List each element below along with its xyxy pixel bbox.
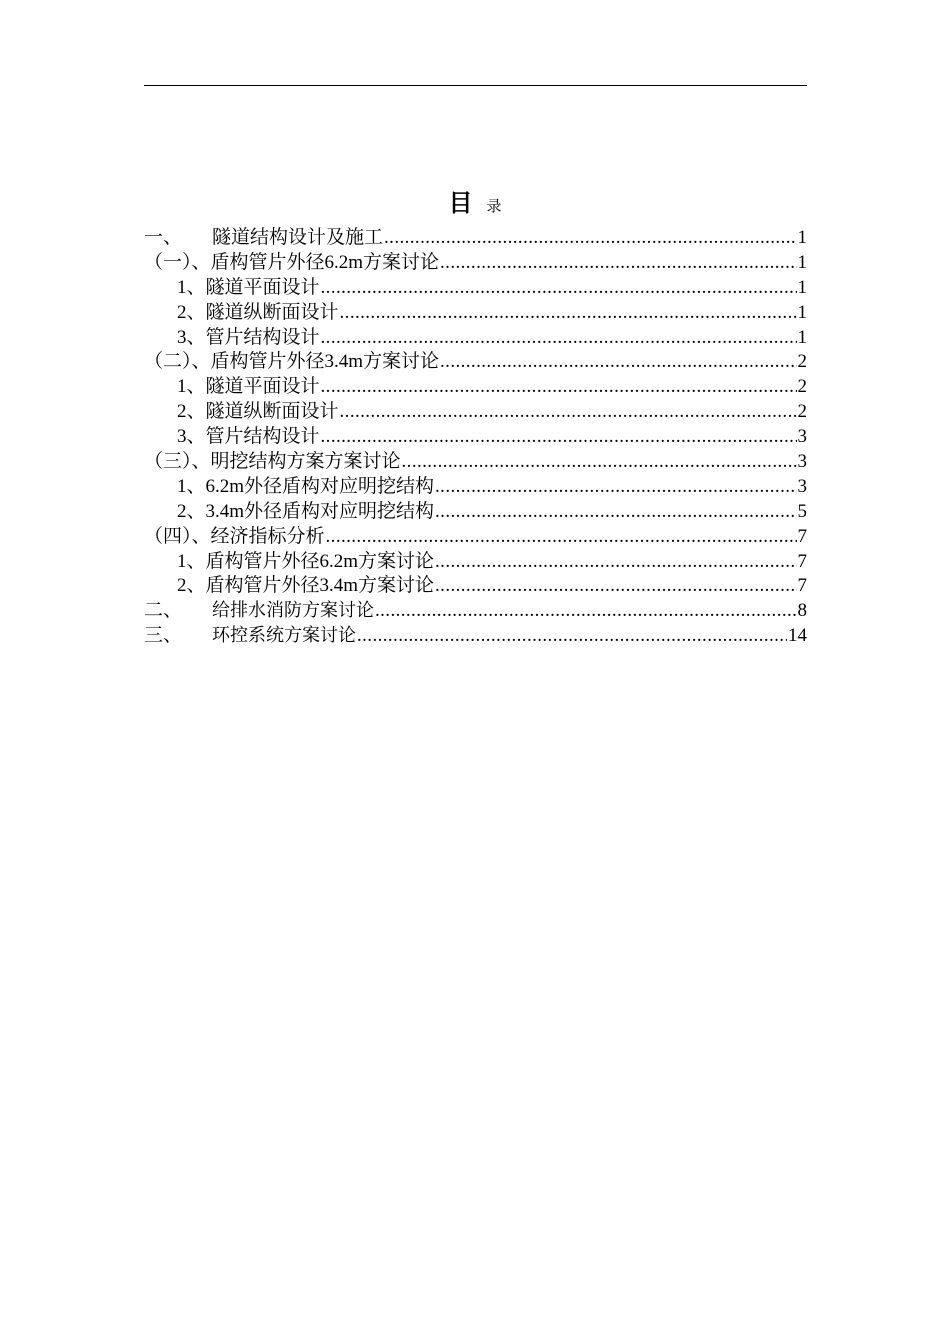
toc-entry-1-4[interactable]: [144, 525, 807, 550]
toc-dot-leader: [321, 276, 797, 301]
toc-entry-page: 7: [797, 550, 807, 572]
toc-entry-label: 2、盾构管片外径3.4m方案讨论: [177, 575, 435, 597]
toc-dot-leader: [435, 574, 796, 599]
toc-dot-leader: [435, 550, 796, 575]
toc-entry-label: 1、6.2m外径盾构对应明挖结构: [177, 475, 435, 497]
toc-entry-page: 3: [797, 475, 807, 497]
toc-dot-leader: [340, 400, 797, 425]
toc-entry-1-3-1[interactable]: [144, 475, 807, 500]
toc-dot-leader: [440, 350, 796, 375]
toc-entry-page: 8: [797, 600, 807, 622]
toc-entry-page: 1: [797, 276, 807, 298]
toc-entry-1-2-2[interactable]: [144, 400, 807, 425]
toc-dot-leader: [435, 500, 796, 525]
toc-entry-page: 2: [797, 401, 807, 423]
toc-entry-label: 2、隧道纵断面设计: [177, 301, 339, 323]
toc-entry-label: （二）、盾构管片外径3.4m方案讨论: [144, 351, 440, 373]
toc-entry-1-1-2[interactable]: [144, 301, 807, 326]
toc-entry-page: 2: [797, 376, 807, 398]
toc-entry-label: 3、管片结构设计: [177, 326, 320, 348]
toc-entry-label: 2、隧道纵断面设计: [177, 401, 339, 423]
toc-entry-page: 3: [797, 451, 807, 473]
toc-title-char-2: 录: [486, 197, 502, 215]
toc-entry-3[interactable]: [144, 624, 807, 649]
toc-entry-page: 1: [797, 301, 807, 323]
toc-entry-number: 二、: [144, 600, 183, 622]
toc-entry-1-2-3[interactable]: [144, 425, 807, 450]
toc-entry-label: 3、管片结构设计: [177, 426, 320, 448]
toc-entry-1-1-3[interactable]: [144, 326, 807, 351]
toc-entry-page: 1: [797, 227, 807, 248]
toc-entry-label: （三）、明挖结构方案方案讨论: [144, 451, 401, 473]
toc-dot-leader: [321, 375, 797, 400]
toc-dot-leader: [402, 450, 797, 475]
toc-entry-1-2[interactable]: [144, 350, 807, 375]
toc-entry-page: 3: [797, 426, 807, 448]
toc-title-char-1: 目: [448, 189, 473, 217]
toc-dot-leader: [375, 599, 797, 624]
toc-entry-number: 三、: [144, 625, 183, 647]
toc-entry-1-3-2[interactable]: [144, 500, 807, 525]
toc-dot-leader: [321, 326, 797, 351]
toc-entry-1-1-1[interactable]: [144, 276, 807, 301]
toc-entry-label: （四）、经济指标分析: [144, 525, 325, 547]
toc-entry-page: 7: [797, 525, 807, 547]
toc-entry-label: （一）、盾构管片外径6.2m方案讨论: [144, 251, 440, 273]
toc-entry-page: 5: [797, 500, 807, 522]
toc-entry-page: 14: [788, 625, 807, 647]
toc-entry-1[interactable]: [144, 226, 807, 251]
toc-entry-1-1[interactable]: [144, 251, 807, 276]
toc-title: [0, 183, 950, 218]
toc-entry-number: 一、: [144, 227, 183, 248]
toc-entry-page: 2: [797, 351, 807, 373]
toc-dot-leader: [321, 425, 797, 450]
toc-entry-label: 2、3.4m外径盾构对应明挖结构: [177, 500, 435, 522]
toc-dot-leader: [435, 475, 796, 500]
toc-dot-leader: [384, 226, 796, 251]
toc-entry-label: 1、隧道平面设计: [177, 376, 320, 398]
toc-entry-1-4-1[interactable]: [144, 550, 807, 575]
table-of-contents: [144, 226, 807, 649]
toc-entry-1-2-1[interactable]: [144, 375, 807, 400]
toc-dot-leader: [357, 624, 787, 649]
toc-entry-2[interactable]: [144, 599, 807, 624]
toc-entry-label: 环控系统方案讨论: [212, 625, 356, 647]
header-rule: [144, 85, 807, 86]
toc-entry-page: 1: [797, 251, 807, 273]
toc-dot-leader: [340, 301, 797, 326]
toc-entry-page: 7: [797, 575, 807, 597]
toc-entry-1-4-2[interactable]: [144, 574, 807, 599]
toc-entry-label: 1、盾构管片外径6.2m方案讨论: [177, 550, 435, 572]
toc-dot-leader: [326, 525, 797, 550]
toc-entry-page: 1: [797, 326, 807, 348]
toc-entry-label: 1、隧道平面设计: [177, 276, 320, 298]
toc-dot-leader: [440, 251, 796, 276]
toc-entry-label: 给排水消防方案讨论: [212, 600, 374, 622]
toc-entry-1-3[interactable]: [144, 450, 807, 475]
toc-entry-label: 隧道结构设计及施工: [212, 227, 384, 248]
